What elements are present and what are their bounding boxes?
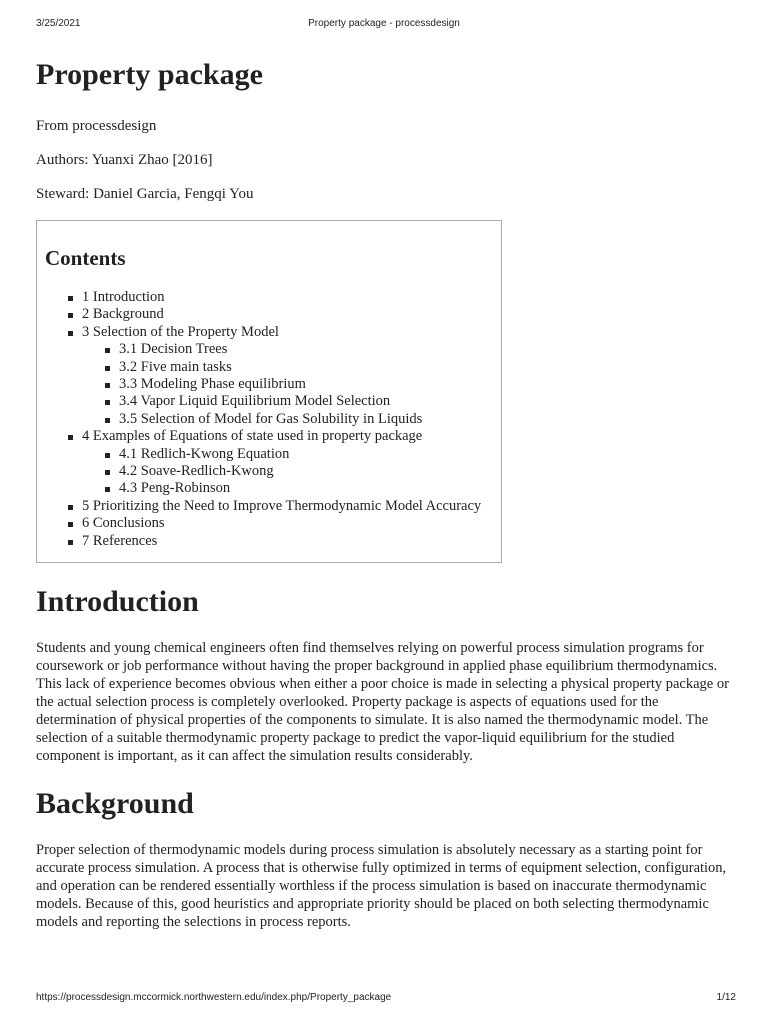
bullet-icon: [105, 383, 110, 388]
bullet-icon: [68, 296, 73, 301]
toc-subitem-label: 3.4 Vapor Liquid Equilibrium Model Selection: [119, 393, 391, 410]
toc-item-label: 5 Prioritizing the Need to Improve Thermodynamic Model Accuracy: [82, 497, 482, 514]
toc-item-label: 1 Introduction: [82, 289, 165, 305]
page-title: Property package: [36, 58, 263, 91]
page-url: https://processdesign.mccormick.northwestern.edu/index.php/Property_package: [36, 992, 392, 1003]
introduction-heading: Introduction: [36, 585, 199, 619]
bullet-icon: [105, 487, 110, 492]
toc-item-label: 2 Background: [82, 306, 164, 323]
print-page-title: Property package - processdesign: [308, 18, 460, 29]
toc-item-label: 6 Conclusions: [82, 515, 165, 532]
toc-list: [45, 289, 493, 550]
article-content: [36, 56, 736, 931]
background-paragraph: Proper selection of thermodynamic models during process simulation is absolutely necessary as a starting point for accurate process simulation. A process that is otherwise fully optimized in terms of equipment selection, configuration, and operation can be rendered essentially worthless if the process simulation is based on inaccurate thermodynamic models. Because of this, good heuristics and appropriate priority should be placed on both selecting thermodynamic models and reporting the selections in process reports.: [36, 842, 727, 931]
toc-item-selection-property-model[interactable]: [45, 324, 493, 428]
toc-subitem-decision-trees[interactable]: [82, 341, 493, 358]
toc-heading: Contents: [45, 246, 126, 270]
toc-item-conclusions[interactable]: [45, 515, 493, 532]
bullet-icon: [68, 522, 73, 527]
toc-sublist: [82, 446, 493, 498]
toc-subitem-peng-robinson[interactable]: [82, 480, 493, 497]
toc-item-references[interactable]: [45, 533, 493, 550]
bullet-icon: [68, 331, 73, 336]
toc-subitem-label: 3.5 Selection of Model for Gas Solubility in Liquids: [119, 410, 423, 427]
background-heading: Background: [36, 787, 194, 821]
bullet-icon: [105, 366, 110, 371]
bullet-icon: [105, 348, 110, 353]
bullet-icon: [105, 418, 110, 423]
toc-subitem-gas-solubility[interactable]: [82, 411, 493, 428]
toc-item-label: 7 References: [82, 532, 158, 549]
print-date: 3/25/2021: [36, 18, 81, 29]
bullet-icon: [105, 453, 110, 458]
bullet-icon: [68, 505, 73, 510]
toc-item-background[interactable]: [45, 306, 493, 323]
authors-line: Authors: Yuanxi Zhao [2016]: [36, 152, 213, 168]
bullet-icon: [68, 540, 73, 545]
introduction-paragraph: Students and young chemical engineers often find themselves relying on powerful process simulation programs for coursework or job performance without having the proper background in applied phase equilibrium thermodynamics. This lack of experience becomes obvious when either a poor choice is made in selecting a physical property package or the actual selection process is completely overlooked. Property package is aspects of equations used for the determination of physical properties of the components to simulate. It is also named the thermodynamic model. The selection of a suitable thermodynamic property package to predict the vapor-liquid equilibrium for the studied component is important, as it can affect the simulation results considerably.: [36, 640, 729, 765]
toc-sublist: [82, 341, 493, 428]
bullet-icon: [105, 400, 110, 405]
toc-subitem-label: 3.1 Decision Trees: [119, 341, 228, 358]
from-line: From processdesign: [36, 118, 157, 134]
toc-subitem-soave-redlich-kwong[interactable]: [82, 463, 493, 480]
toc-subitem-modeling-phase-equilibrium[interactable]: [82, 376, 493, 393]
table-of-contents: [36, 220, 502, 563]
toc-subitem-label: 4.1 Redlich-Kwong Equation: [119, 445, 290, 462]
toc-item-label: 4 Examples of Equations of state used in property package: [82, 428, 423, 445]
toc-item-prioritizing[interactable]: [45, 498, 493, 515]
toc-subitem-label: 3.3 Modeling Phase equilibrium: [119, 376, 306, 393]
bullet-icon: [68, 313, 73, 318]
page-number: 1/12: [716, 992, 736, 1003]
toc-subitem-label: 3.2 Five main tasks: [119, 358, 232, 375]
toc-subitem-five-main-tasks[interactable]: [82, 359, 493, 376]
toc-subitem-label: 4.3 Peng-Robinson: [119, 480, 231, 497]
toc-item-introduction[interactable]: [45, 289, 493, 306]
bullet-icon: [68, 435, 73, 440]
toc-subitem-vle-model-selection[interactable]: [82, 393, 493, 410]
toc-subitem-redlich-kwong[interactable]: [82, 446, 493, 463]
toc-item-equations-of-state[interactable]: [45, 428, 493, 498]
toc-subitem-label: 4.2 Soave-Redlich-Kwong: [119, 463, 274, 480]
toc-item-label: 3 Selection of the Property Model: [82, 323, 279, 340]
bullet-icon: [105, 470, 110, 475]
steward-line: Steward: Daniel Garcia, Fengqi You: [36, 186, 254, 202]
